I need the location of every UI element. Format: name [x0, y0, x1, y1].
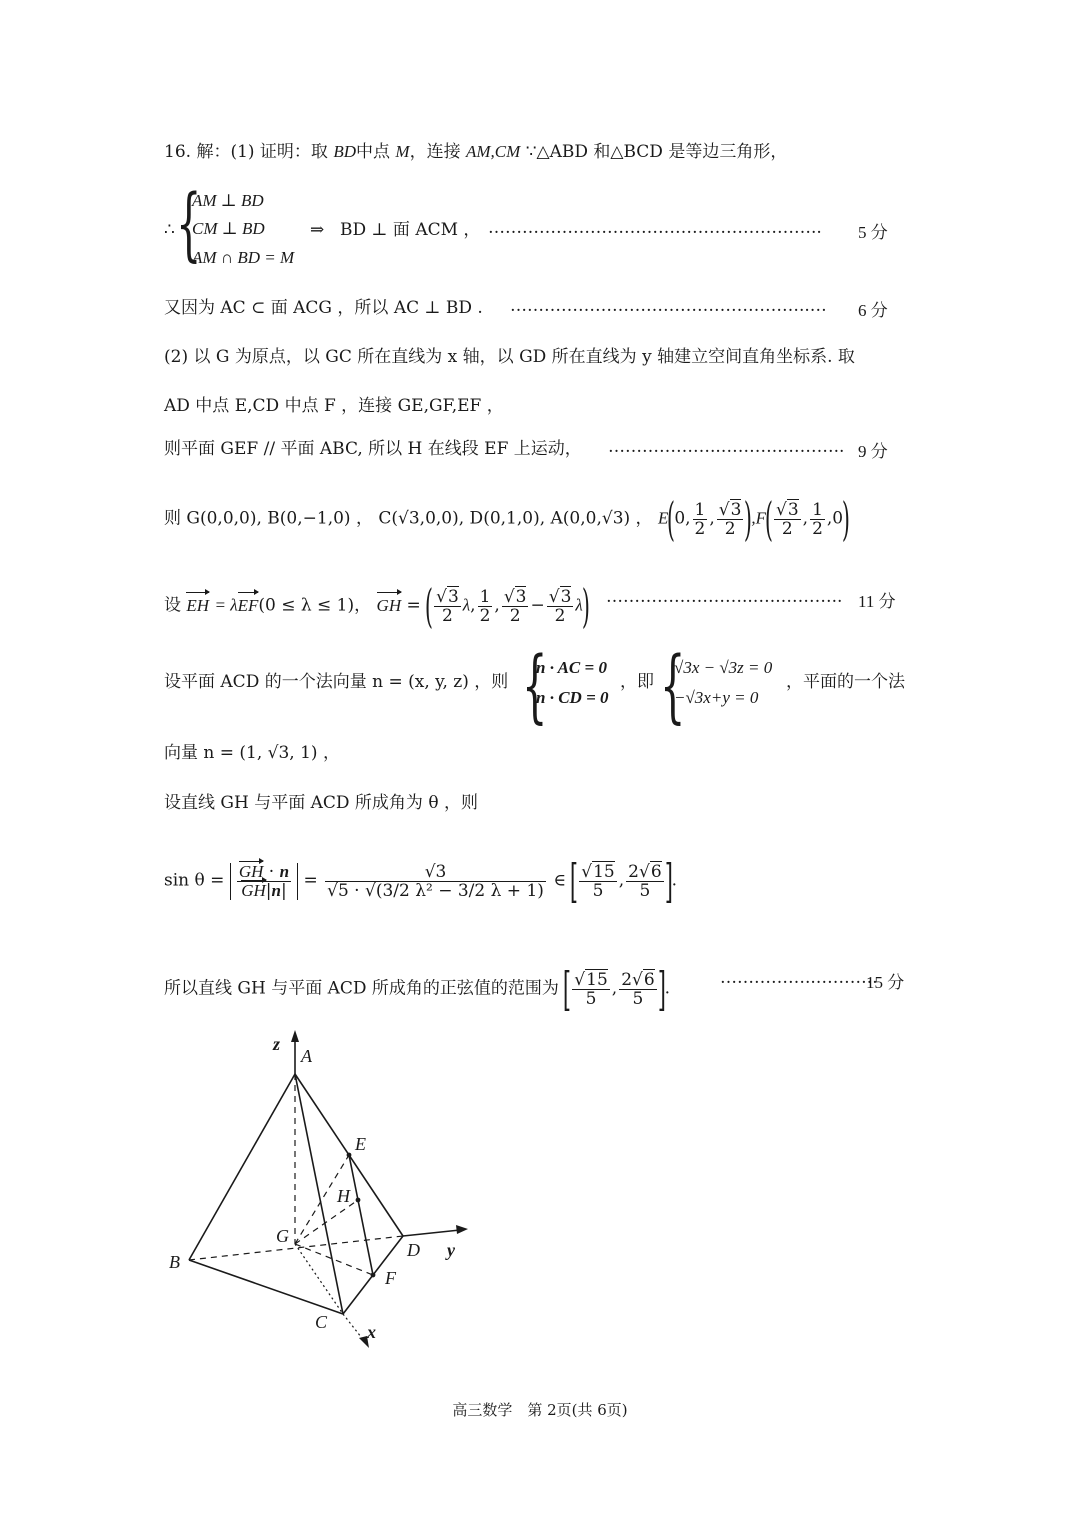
y-axis-arrow — [456, 1225, 468, 1234]
point-E — [347, 1153, 352, 1158]
label-x: x — [367, 1322, 376, 1342]
problem-number: 16. — [164, 142, 192, 162]
coordinates-line: 则 G(0,0,0), B(0,−1,0) ， C(√3,0,0), D(0,1,0), A(0,0,√3) ， E(0, $\frac{1}{2}$ , $\frac{√3}{2}$ ),F( $\frac{√3}{2}$ , $\frac{1}{2}$ ,0) — [164, 492, 851, 546]
hidden-GH — [295, 1200, 358, 1244]
label-D: D — [407, 1240, 420, 1260]
point-F — [371, 1273, 376, 1278]
solution-line-4: (2) 以 G 为原点，以 GC 所在直线为 x 轴，以 GD 所在直线为 y 轴建立空间直角坐标系. 取 — [164, 347, 855, 367]
solution-line-10: 向量 n = (1, √3, 1) ， — [164, 743, 340, 763]
y-axis — [403, 1230, 460, 1236]
hidden-BD — [189, 1236, 403, 1260]
solution-line-5: AD 中点 E,CD 中点 F ，连接 GE,GF,EF ， — [164, 396, 504, 416]
solution-line-1: 16. 解：(1) 证明：取 BD中点 M，连接 AM,CM ∵△ABD 和△BCD 是等边三角形， — [164, 142, 788, 162]
label-G: G — [276, 1226, 289, 1246]
solution-line-11: 设直线 GH 与平面 ACD 所成角为 θ ，则 — [164, 793, 478, 813]
label-B: B — [169, 1252, 180, 1272]
label-z: z — [273, 1034, 281, 1054]
page-footer: 高三数学 第 2页(共 6页) — [452, 1401, 628, 1419]
label-A: A — [301, 1046, 312, 1066]
label-F: F — [385, 1268, 396, 1288]
tetrahedron-figure — [165, 1030, 485, 1360]
edge-BC — [189, 1260, 343, 1314]
label-E: E — [355, 1134, 366, 1154]
label-C: C — [315, 1312, 328, 1332]
label-H: H — [337, 1186, 350, 1206]
label-y: y — [447, 1240, 455, 1260]
sin-theta-formula: sin θ = $\frac{GH \cdot n}{GH|n|}$ = $\frac{√3}{\text{√5 · √(3/2 λ² − 3/2 λ + 1)}}$ ∈ [ $\frac{√15}{5}$ , $\frac{2√6}{5}$ ]. — [164, 854, 677, 908]
point-H — [356, 1198, 361, 1203]
z-axis-arrow — [291, 1030, 299, 1042]
